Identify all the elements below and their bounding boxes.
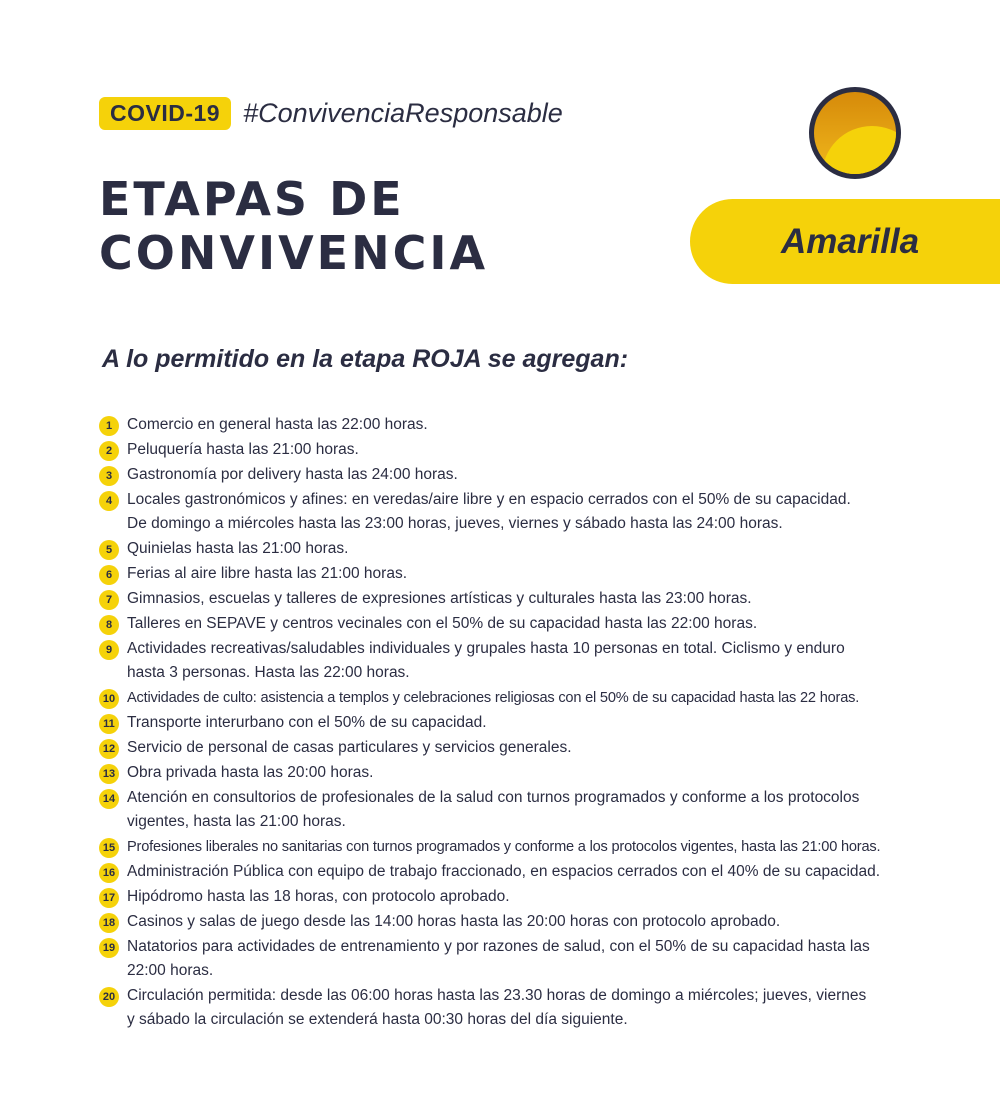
item-text [127,935,870,983]
item-number-badge: 5 [99,540,119,560]
item-text-line: Actividades recreativas/saludables individuales y grupales hasta 10 personas en total. Ciclismo y enduro [127,640,845,657]
item-number-badge: 16 [99,863,119,883]
item-number-badge: 3 [99,466,119,486]
title-line-1: ETAPAS DE [99,172,405,226]
item-text-line: y sábado la circulación se extenderá hasta 00:30 horas del día siguiente. [127,1011,628,1028]
subtitle: A lo permitido en la etapa ROJA se agregan: [102,345,629,373]
item-text-line: Obra privada hasta las 20:00 horas. [127,764,374,781]
item-text [127,761,373,785]
item-text-line: Quinielas hasta las 21:00 horas. [127,540,349,557]
item-text [127,413,428,437]
item-text [127,488,851,536]
list-item [99,935,989,983]
item-text-line: Natatorios para actividades de entrenamiento y por razones de salud, con el 50% de su capacidad hasta las [127,938,870,955]
item-text-line: Administración Pública con equipo de trabajo fraccionado, en espacios cerrados con el 40% de su capacidad. [127,863,881,880]
item-text [127,860,880,884]
item-text-line: 22:00 horas. [127,962,214,979]
header-row [99,95,563,131]
item-number-badge: 6 [99,565,119,585]
list-item [99,686,989,710]
list-item [99,736,989,760]
item-text-line: vigentes, hasta las 21:00 horas. [127,813,346,830]
list-item [99,637,989,685]
item-text [127,537,348,561]
list-item [99,562,989,586]
list-item [99,463,989,487]
stage-label: Amarilla [780,221,920,261]
item-text [127,612,757,636]
item-text-line: Gimnasios, escuelas y talleres de expresiones artísticas y culturales hasta las 23:00 horas. [127,590,752,607]
item-text-line: Actividades de culto: asistencia a templos y celebraciones religiosas con el 50% de su capacidad hasta las 22 horas. [127,690,860,706]
list-item [99,413,989,437]
item-text [127,736,572,760]
item-text-line: Circulación permitida: desde las 06:00 horas hasta las 23.30 horas de domingo a miércoles; jueves, viernes [127,987,867,1004]
item-text-line: Locales gastronómicos y afines: en veredas/aire libre y en espacio cerrados con el 50% de su capacidad. [127,491,851,508]
covid-badge: COVID-19 [99,97,231,130]
list-item [99,612,989,636]
item-text [127,786,859,834]
item-number-badge: 7 [99,590,119,610]
item-text [127,885,510,909]
hashtag: #ConvivenciaResponsable [243,97,563,128]
item-number-badge: 2 [99,441,119,461]
item-text [127,835,880,859]
item-text [127,587,752,611]
list-item [99,885,989,909]
item-text [127,686,859,710]
rules-list [99,413,989,1033]
item-text-line: De domingo a miércoles hasta las 23:00 horas, jueves, viernes y sábado hasta las 24:00 horas. [127,515,783,532]
item-number-badge: 8 [99,615,119,635]
item-text-line: Comercio en general hasta las 22:00 horas. [127,416,428,433]
item-number-badge: 15 [99,838,119,858]
list-item [99,488,989,536]
list-item [99,711,989,735]
item-text-line: Transporte interurbano con el 50% de su capacidad. [127,714,487,731]
list-item [99,860,989,884]
item-text-line: Talleres en SEPAVE y centros vecinales con el 50% de su capacidad hasta las 22:00 horas. [127,615,758,632]
list-item [99,587,989,611]
item-text-line: Servicio de personal de casas particulares y servicios generales. [127,739,572,756]
item-number-badge: 11 [99,714,119,734]
list-item [99,910,989,934]
list-item [99,835,989,859]
list-item [99,537,989,561]
item-text-line: Atención en consultorios de profesionales de la salud con turnos programados y conforme a los protocolos [127,789,860,806]
item-number-badge: 18 [99,913,119,933]
item-number-badge: 20 [99,987,119,1007]
item-number-badge: 4 [99,491,119,511]
item-text [127,562,407,586]
item-text [127,711,487,735]
item-text-line: Ferias al aire libre hasta las 21:00 horas. [127,565,408,582]
title-line-2: CONVIVENCIA [99,226,489,280]
list-item [99,761,989,785]
item-text-line: Casinos y salas de juego desde las 14:00 horas hasta las 20:00 horas con protocolo aprobado. [127,913,781,930]
item-number-badge: 9 [99,640,119,660]
item-number-badge: 10 [99,689,119,709]
item-text [127,984,866,1032]
page-title [99,172,488,280]
item-text-line: Profesiones liberales no sanitarias con turnos programados y conforme a los protocolos vigentes, hasta las 21:00 horas. [127,839,881,855]
item-number-badge: 1 [99,416,119,436]
yellow-sun-icon [806,84,904,182]
item-text-line: hasta 3 personas. Hasta las 22:00 horas. [127,664,410,681]
item-text [127,910,780,934]
list-item [99,438,989,462]
item-text-line: Peluquería hasta las 21:00 horas. [127,441,359,458]
item-text [127,438,359,462]
item-text [127,637,845,685]
item-text-line: Gastronomía por delivery hasta las 24:00 horas. [127,466,458,483]
item-number-badge: 17 [99,888,119,908]
item-number-badge: 13 [99,764,119,784]
stage-pill [690,199,1000,284]
item-number-badge: 14 [99,789,119,809]
list-item [99,984,989,1032]
list-item [99,786,989,834]
item-text [127,463,458,487]
item-number-badge: 19 [99,938,119,958]
item-number-badge: 12 [99,739,119,759]
item-text-line: Hipódromo hasta las 18 horas, con protocolo aprobado. [127,888,510,905]
